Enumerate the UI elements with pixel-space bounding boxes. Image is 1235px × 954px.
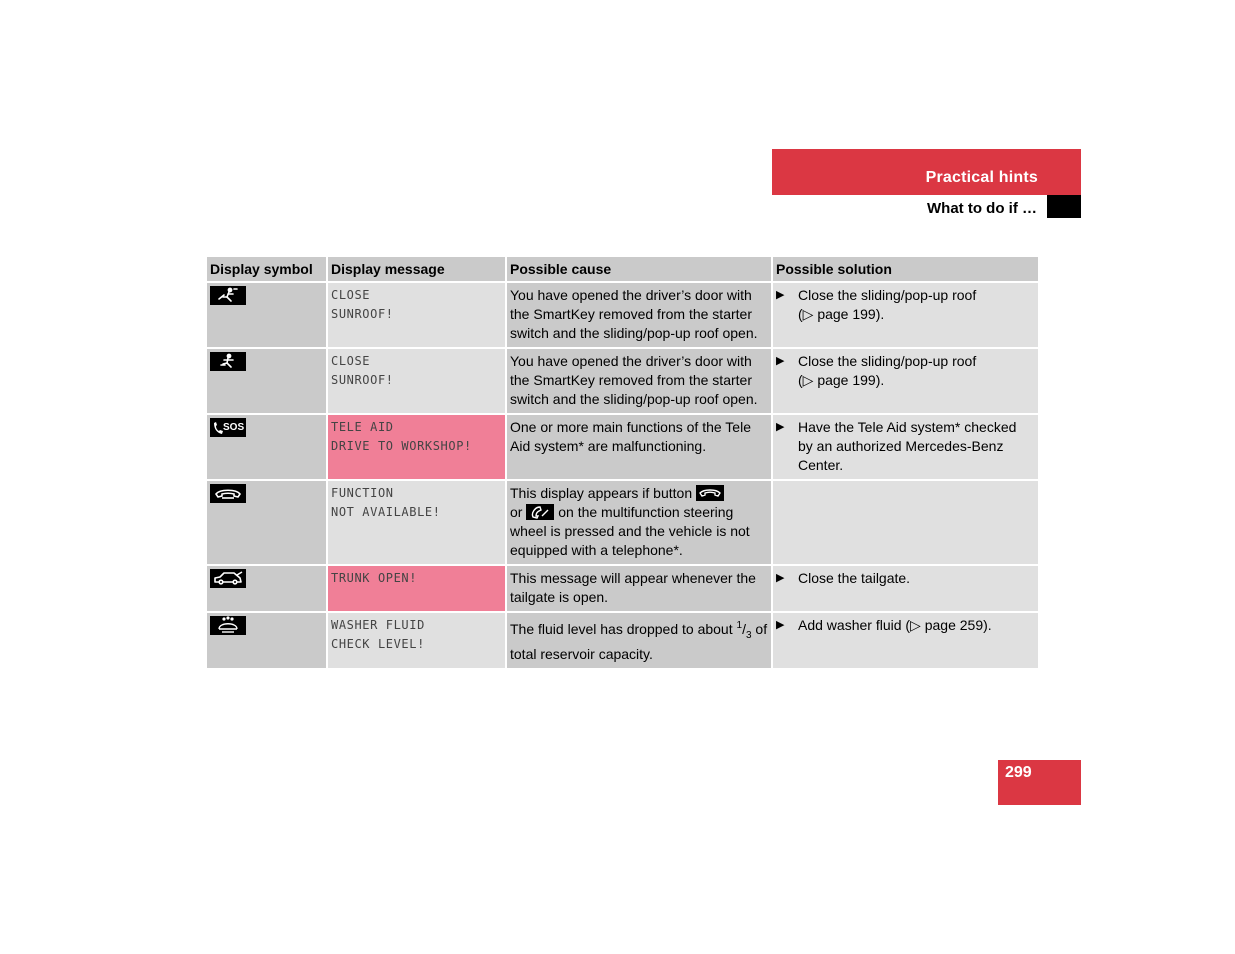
fraction-denominator: 3 bbox=[745, 630, 752, 641]
table-header-row bbox=[207, 257, 1038, 283]
cause-text: The fluid level has dropped to about bbox=[510, 621, 733, 637]
symbol-cell bbox=[207, 566, 326, 613]
bullet-triangle-icon: ▶ bbox=[776, 619, 785, 631]
page-number-tab bbox=[998, 760, 1081, 805]
page-reference: (▷ page 199). bbox=[798, 306, 885, 322]
cause-cell: One or more main functions of the Tele Aid system* are malfunctioning. bbox=[505, 415, 771, 481]
cause-cell: This message will appear whenever the tailgate is open. bbox=[505, 566, 771, 613]
fraction-numerator: 1 bbox=[736, 620, 743, 631]
message-cell bbox=[326, 349, 505, 415]
sos-label: SOS bbox=[223, 422, 245, 433]
symbol-cell bbox=[207, 349, 326, 415]
bullet-triangle-icon: ▶ bbox=[776, 355, 785, 367]
table-row bbox=[207, 566, 1038, 613]
symbol-cell bbox=[207, 613, 326, 670]
display-message-line: CHECK LEVEL! bbox=[331, 637, 425, 651]
cause-text: This display appears if button bbox=[510, 485, 693, 501]
header-possible-solution: Possible solution bbox=[771, 257, 1038, 283]
solution-cell bbox=[771, 415, 1038, 481]
cause-cell: You have opened the driver’s door with the SmartKey removed from the starter switch and the sliding/pop-up roof open. bbox=[505, 349, 771, 415]
phone-hangup-icon bbox=[696, 485, 724, 501]
header-possible-cause: Possible cause bbox=[505, 257, 771, 283]
page-reference: (▷ page 199). bbox=[798, 372, 885, 388]
solution-text: Have the Tele Aid system* checked by an authorized Mercedes-Benz Center. bbox=[798, 419, 1017, 473]
table-row bbox=[207, 481, 1038, 566]
display-message-line: WASHER FLUID bbox=[331, 618, 425, 632]
solution-cell bbox=[771, 283, 1038, 349]
bullet-triangle-icon: ▶ bbox=[776, 421, 785, 433]
symbol-cell bbox=[207, 481, 326, 566]
symbol-cell bbox=[207, 415, 326, 481]
section-title: Practical hints bbox=[925, 169, 1038, 186]
symbol-cell bbox=[207, 283, 326, 349]
solution-text: Close the sliding/pop-up roof bbox=[798, 287, 977, 303]
message-cell bbox=[326, 415, 505, 481]
cause-cell: You have opened the driver’s door with the SmartKey removed from the starter switch and the sliding/pop-up roof open. bbox=[505, 283, 771, 349]
table-row bbox=[207, 415, 1038, 481]
bullet-triangle-icon: ▶ bbox=[776, 289, 785, 301]
solution-text: Add washer fluid (▷ page 259). bbox=[798, 617, 992, 633]
sunroof-person-icon bbox=[210, 286, 246, 305]
phone-sos-icon bbox=[210, 418, 246, 437]
solution-cell bbox=[771, 566, 1038, 613]
cause-text: or bbox=[510, 504, 523, 520]
page-number: 299 bbox=[1005, 764, 1032, 781]
message-cell bbox=[326, 613, 505, 670]
solution-cell bbox=[771, 481, 1038, 566]
phone-pickup-icon bbox=[526, 504, 554, 520]
solution-cell bbox=[771, 349, 1038, 415]
table-row bbox=[207, 349, 1038, 415]
cause-text: on the multifunction steering wheel is pressed and the vehicle is not equipped with a telephone*. bbox=[510, 504, 750, 558]
display-message-line: CLOSE bbox=[331, 288, 371, 302]
cause-text: of total reservoir capacity. bbox=[510, 621, 768, 662]
message-cell bbox=[326, 283, 505, 349]
display-message-line: SUNROOF! bbox=[331, 373, 394, 387]
section-tab bbox=[772, 149, 1081, 195]
solution-text: Close the sliding/pop-up roof bbox=[798, 353, 977, 369]
cause-cell: The fluid level has dropped to about $^1/_3$ of total reservoir capacity. bbox=[505, 613, 771, 670]
message-cell bbox=[326, 566, 505, 613]
subsection-title: What to do if … bbox=[927, 200, 1037, 217]
table-row bbox=[207, 613, 1038, 670]
car-trunk-open-icon bbox=[210, 569, 246, 588]
washer-fluid-icon bbox=[210, 616, 246, 635]
sunroof-person-icon bbox=[210, 352, 246, 371]
display-message-line: DRIVE TO WORKSHOP! bbox=[331, 439, 472, 453]
section-marker bbox=[1047, 195, 1081, 218]
header-display-symbol: Display symbol bbox=[207, 257, 326, 283]
phone-hangup-icon bbox=[210, 484, 246, 503]
display-message-line: CLOSE bbox=[331, 354, 371, 368]
display-message-line: TELE AID bbox=[331, 420, 394, 434]
display-messages-table bbox=[207, 257, 1038, 670]
solution-text: Close the tailgate. bbox=[798, 570, 911, 586]
message-cell bbox=[326, 481, 505, 566]
cause-cell bbox=[505, 481, 771, 566]
solution-cell bbox=[771, 613, 1038, 670]
table-row bbox=[207, 283, 1038, 349]
header-display-message: Display message bbox=[326, 257, 505, 283]
display-message-line: TRUNK OPEN! bbox=[331, 571, 418, 585]
display-message-line: SUNROOF! bbox=[331, 307, 394, 321]
display-message-line: NOT AVAILABLE! bbox=[331, 505, 441, 519]
display-message-line: FUNCTION bbox=[331, 486, 394, 500]
bullet-triangle-icon: ▶ bbox=[776, 572, 785, 584]
